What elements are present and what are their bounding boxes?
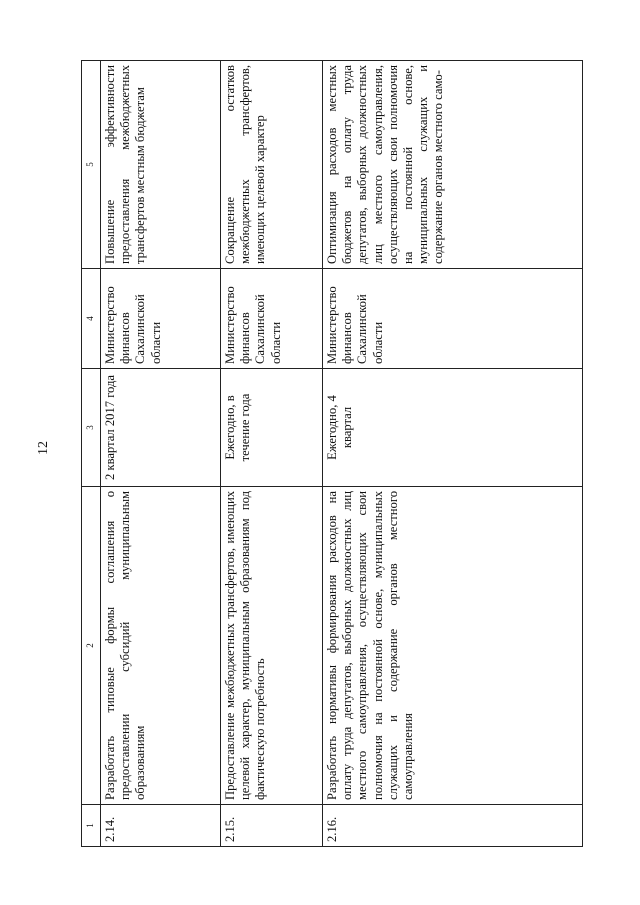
- row-action: Разработать типовые формы соглашения о предоставлении субсидий муниципальным образованиям: [101, 487, 221, 805]
- row-responsible: Министерство финансов Сахалинской области: [323, 269, 583, 369]
- row-result: Оптимизация расходов местных бюджетов на оплату труда депутатов, выборных должностных лиц местного самоуправления, осуществляющих свои полномочия на постоянной основе, муниципальных служащих и содержание органов местного само-: [323, 61, 583, 269]
- row-term: Ежегодно, 4 квартал: [323, 369, 583, 487]
- header-col-1: 1: [82, 805, 101, 847]
- header-row: [82, 61, 101, 847]
- rotated-table-area: [81, 61, 580, 847]
- row-action: Разработать нормативы формирования расходов на оплату труда депутатов, выборных должностных лиц местного самоуправления, осуществляющих свои полномочия на постоянной основе, муниципальных служащих и содержание органов местного самоуправления: [323, 487, 583, 805]
- header-col-3: 3: [82, 369, 101, 487]
- row-number: 2.16.: [323, 805, 583, 847]
- table-row: [323, 61, 583, 847]
- row-term: Ежегодно, в течение года: [221, 369, 323, 487]
- row-result: Сокращение остатков межбюджетных трансфертов, имеющих целевой характер: [221, 61, 323, 269]
- row-number: 2.14.: [101, 805, 221, 847]
- row-responsible: Министерство финансов Сахалинской области: [221, 269, 323, 369]
- row-action: Предоставление межбюджетных трансфертов, имеющих целевой характер, муниципальным образованиям под фактическую потребность: [221, 487, 323, 805]
- row-number: 2.15.: [221, 805, 323, 847]
- table-wrapper: [81, 61, 580, 847]
- page-number: 12: [36, 441, 51, 455]
- row-responsible: Министерство финансов Сахалинской области: [101, 269, 221, 369]
- header-col-4: 4: [82, 269, 101, 369]
- table-row: [101, 61, 221, 847]
- row-result: Повышение эффективности предоставления межбюджетных трансфертов местным бюджетам: [101, 61, 221, 269]
- table-row: [221, 61, 323, 847]
- measures-table: [81, 60, 583, 847]
- row-term: 2 квартал 2017 года: [101, 369, 221, 487]
- header-col-2: 2: [82, 487, 101, 805]
- header-col-5: 5: [82, 61, 101, 269]
